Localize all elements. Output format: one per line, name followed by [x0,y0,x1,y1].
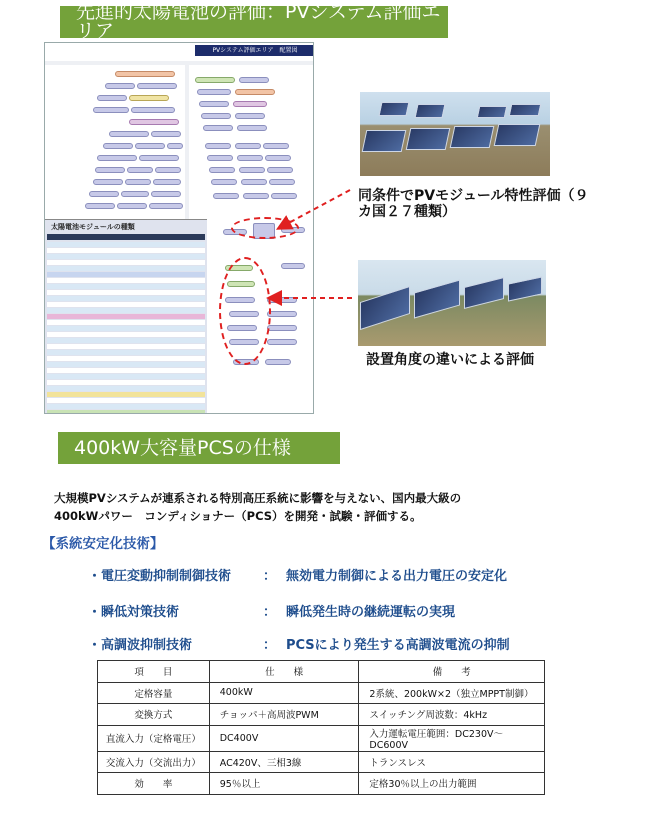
cell-spec: DC400V [209,725,359,751]
legend-title: 太陽電池モジュールの種類 [51,223,135,231]
intro-line-1: 大規模PVシステムが連系される特別高圧系統に影響を与えない、国内最大級の [54,491,462,505]
tech-colon: ： [263,638,277,653]
caption-module-characteristics: 同条件でPVモジュール特性評価（９カ国２７種類） [358,188,589,221]
table-row [98,773,545,795]
tech-name: ・瞬低対策技術 [88,605,180,620]
header-item: 項 目 [98,661,210,683]
tech-desc: 瞬低発生時の継続運転の実現 [286,605,456,620]
table-row [98,704,545,726]
tech-heading: 【系統安定化技術】 [42,536,164,552]
cell-spec: 95％以上 [209,773,359,795]
highlight-ellipse-lower [219,257,271,365]
intro-line-2: 400kWパワー コンディショナー（PCS）を開発・試験・評価する。 [54,509,422,523]
tech-name: ・高調波抑制技術 [88,638,193,653]
cell-item: 効 率 [98,773,210,795]
map-title: PVシステム評価エリア 配置図 [195,45,314,56]
section1-title: 先進的太陽電池の評価：PVシステム評価エリア [60,6,448,38]
tech-desc: 無効電力制御による出力電圧の安定化 [286,569,508,584]
cell-remarks: スイッチング周波数：4kHz [359,704,545,726]
cell-remarks: 入力運転電圧範囲：DC230V～DC600V [359,725,545,751]
pv-module-array-photo [360,92,550,176]
tech-colon: ： [263,605,277,620]
tech-desc: PCSにより発生する高調波電流の抑制 [286,638,510,653]
table-row [98,725,545,751]
table-row [98,682,545,704]
cell-spec: チョッパ＋高周波PWM [209,704,359,726]
header-remarks: 備 考 [359,661,545,683]
cell-remarks: 定格30％以上の出力範囲 [359,773,545,795]
cell-item: 定格容量 [98,682,210,704]
tech-name: ・電圧変動抑制制御技術 [88,569,232,584]
header-spec: 仕 様 [209,661,359,683]
pcs-spec-table [97,660,545,795]
module-legend [45,219,207,414]
table-row [98,751,545,773]
cell-item: 変換方式 [98,704,210,726]
cell-spec: AC420V、三相3線 [209,751,359,773]
cell-remarks: トランスレス [359,751,545,773]
cell-remarks: 2系統、200kW×2（独立MPPT制御） [359,682,545,704]
tech-colon: ： [263,569,277,584]
table-header-row [98,661,545,683]
cell-item: 直流入力（定格電圧） [98,725,210,751]
caption-tilt-angle: 設置角度の違いによる評価 [366,352,534,368]
cell-item: 交流入力（交流出力） [98,751,210,773]
section2-title: 400kW大容量PCSの仕様 [58,432,340,464]
pv-tilt-angle-photo [358,260,546,346]
layout-map [44,42,314,414]
cell-spec: 400kW [209,682,359,704]
highlight-ellipse-upper [231,217,299,239]
